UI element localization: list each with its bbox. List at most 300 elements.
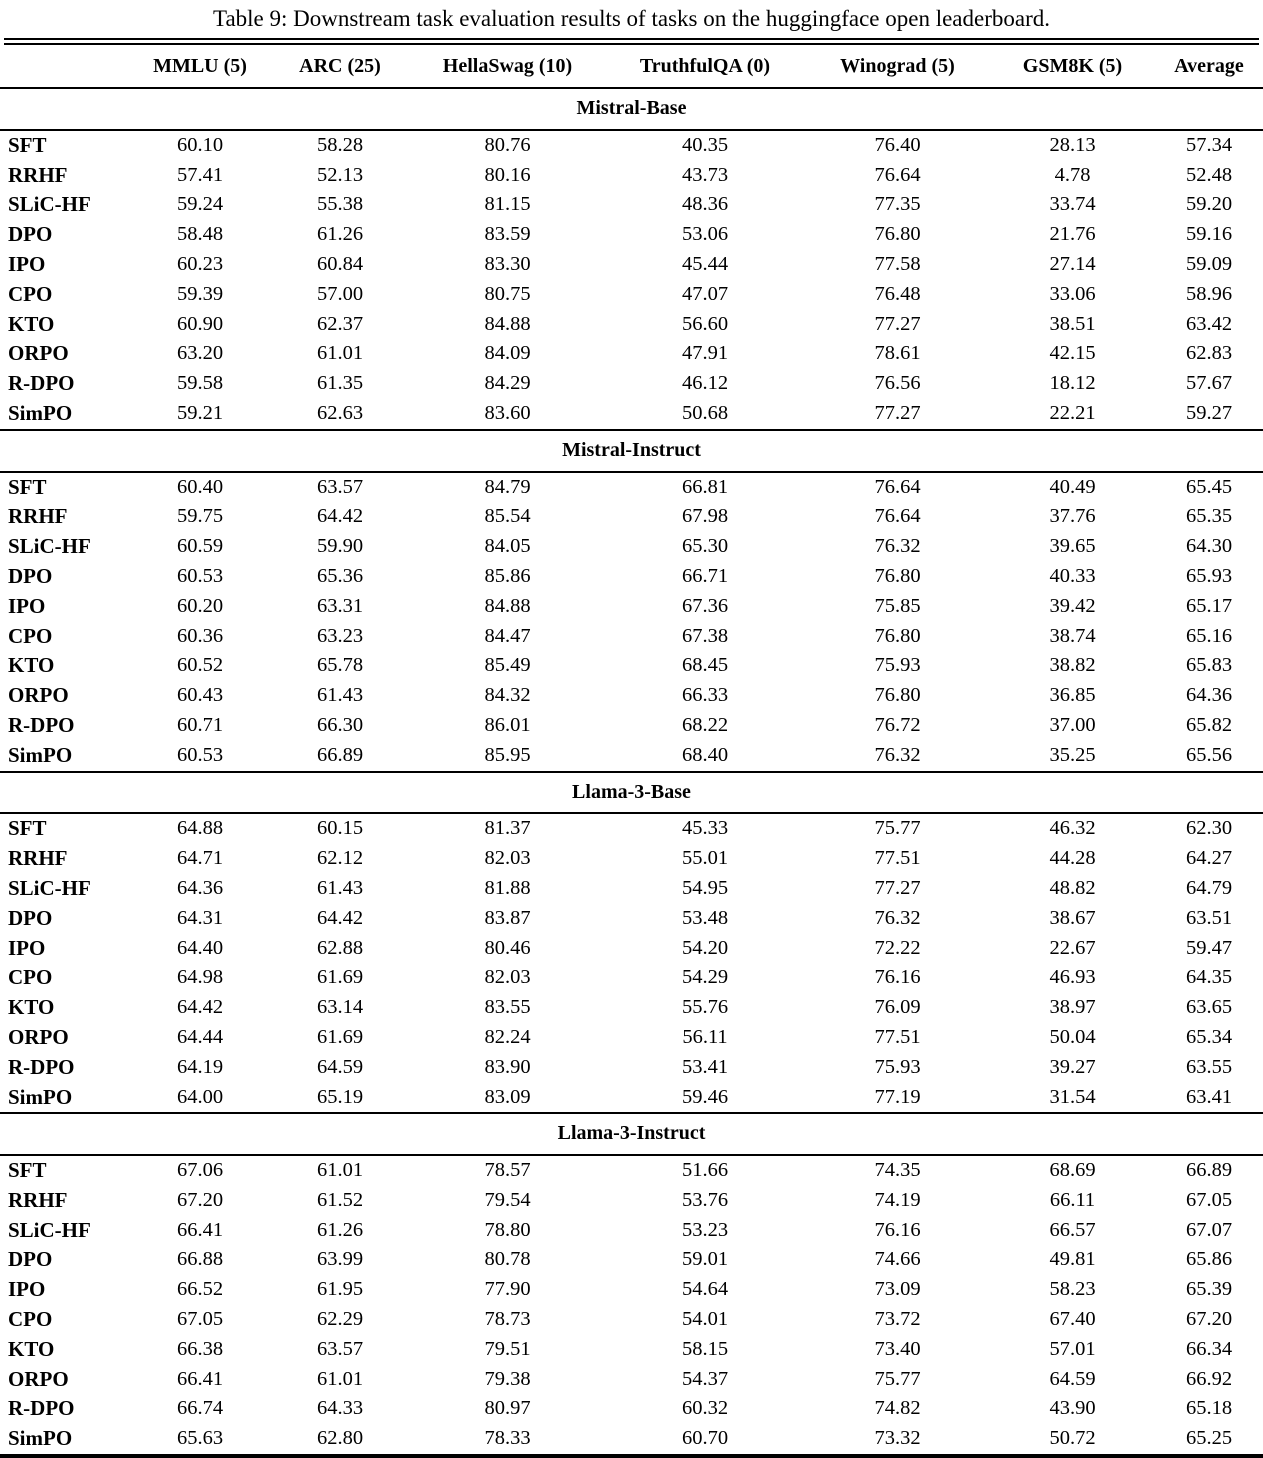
cell-value: 79.51 (484, 1337, 531, 1360)
section-header-row (0, 1113, 1263, 1155)
cell-value: 58.28 (316, 133, 364, 156)
cell-value: 38.51 (1049, 312, 1096, 335)
cell-value: 80.46 (484, 936, 531, 959)
cell-value: 63.99 (316, 1248, 364, 1271)
table-row (0, 874, 1263, 904)
cell-value: 4.78 (1054, 163, 1091, 186)
method-label: SLiC-HF (8, 875, 91, 900)
table-row (0, 934, 1263, 964)
cell-value: 22.21 (1049, 401, 1096, 424)
cell-value: 58.48 (176, 223, 224, 246)
cell-value: 65.39 (1185, 1278, 1233, 1301)
cell-value: 85.54 (484, 505, 531, 528)
cell-value: 57.34 (1185, 133, 1233, 156)
table-row (0, 1335, 1263, 1365)
cell-value: 40.33 (1049, 564, 1096, 587)
cell-value: 66.41 (176, 1367, 224, 1390)
cell-value: 64.31 (176, 906, 224, 929)
cell-value: 65.18 (1185, 1397, 1233, 1420)
cell-value: 76.32 (874, 743, 921, 766)
method-label: CPO (8, 1307, 53, 1332)
cell-value: 66.34 (1185, 1337, 1233, 1360)
cell-value: 42.15 (1049, 342, 1096, 365)
cell-value: 66.33 (681, 684, 729, 707)
cell-value: 67.20 (1185, 1308, 1233, 1331)
method-label: RRHF (8, 504, 68, 529)
method-label: KTO (8, 995, 55, 1020)
cell-value: 65.45 (1185, 475, 1233, 498)
column-header: ARC (25) (299, 54, 381, 77)
cell-value: 57.41 (176, 163, 224, 186)
cell-value: 64.42 (176, 996, 224, 1019)
method-label: KTO (8, 311, 55, 336)
method-label: ORPO (8, 683, 69, 708)
cell-value: 60.52 (176, 654, 224, 677)
cell-value: 38.67 (1049, 906, 1096, 929)
table-row (0, 1155, 1263, 1186)
table-row (0, 651, 1263, 681)
cell-value: 67.98 (681, 505, 729, 528)
cell-value: 63.55 (1185, 1055, 1233, 1078)
table-top-rule (4, 38, 1259, 45)
cell-value: 83.55 (484, 996, 531, 1019)
cell-value: 84.79 (484, 475, 531, 498)
method-label: ORPO (8, 1366, 69, 1391)
cell-value: 67.06 (176, 1159, 224, 1182)
cell-value: 72.22 (874, 936, 921, 959)
cell-value: 65.35 (1185, 505, 1233, 528)
cell-value: 74.82 (874, 1397, 921, 1420)
cell-value: 62.63 (316, 401, 364, 424)
table-row (0, 1245, 1263, 1275)
method-label: SFT (8, 816, 47, 841)
cell-value: 76.80 (874, 564, 921, 587)
cell-value: 66.38 (176, 1337, 224, 1360)
cell-value: 84.88 (484, 594, 531, 617)
method-label: SimPO (8, 1426, 73, 1451)
table-row (0, 711, 1263, 741)
cell-value: 73.32 (874, 1427, 921, 1450)
cell-value: 77.58 (874, 252, 921, 275)
method-label: CPO (8, 965, 53, 990)
cell-value: 85.86 (484, 564, 531, 587)
cell-value: 77.27 (874, 401, 921, 424)
table-row (0, 1365, 1263, 1395)
cell-value: 86.01 (484, 713, 531, 736)
cell-value: 39.65 (1049, 535, 1096, 558)
table-row (0, 562, 1263, 592)
method-label: SLiC-HF (8, 192, 91, 217)
cell-value: 60.36 (176, 624, 224, 647)
cell-value: 67.20 (176, 1188, 224, 1211)
table-row (0, 844, 1263, 874)
cell-value: 45.33 (681, 817, 729, 840)
cell-value: 77.19 (874, 1085, 921, 1108)
cell-value: 76.80 (874, 684, 921, 707)
table-row (0, 250, 1263, 280)
cell-value: 80.75 (484, 282, 531, 305)
table-row (0, 1394, 1263, 1424)
cell-value: 47.91 (681, 342, 729, 365)
cell-value: 60.40 (176, 475, 224, 498)
cell-value: 64.40 (176, 936, 224, 959)
column-header: HellaSwag (10) (442, 54, 573, 77)
cell-value: 65.30 (681, 535, 729, 558)
cell-value: 84.32 (484, 684, 531, 707)
cell-value: 77.27 (874, 876, 921, 899)
cell-value: 57.67 (1185, 372, 1233, 395)
table-row (0, 681, 1263, 711)
cell-value: 21.76 (1049, 223, 1096, 246)
cell-value: 75.93 (874, 654, 921, 677)
cell-value: 65.82 (1185, 713, 1233, 736)
cell-value: 63.42 (1185, 312, 1233, 335)
cell-value: 76.72 (874, 713, 921, 736)
table-row (0, 161, 1263, 191)
cell-value: 61.01 (316, 1367, 364, 1390)
cell-value: 59.01 (681, 1248, 729, 1271)
method-label: R-DPO (8, 1396, 75, 1421)
cell-value: 54.29 (681, 966, 729, 989)
method-label: RRHF (8, 162, 68, 187)
cell-value: 65.25 (1185, 1427, 1233, 1450)
cell-value: 77.51 (874, 847, 921, 870)
cell-value: 63.57 (316, 475, 364, 498)
cell-value: 58.15 (681, 1337, 729, 1360)
cell-value: 63.41 (1185, 1085, 1233, 1108)
cell-value: 65.34 (1185, 1025, 1233, 1048)
cell-value: 59.09 (1185, 252, 1233, 275)
method-label: DPO (8, 1247, 53, 1272)
cell-value: 76.64 (874, 163, 921, 186)
column-header: TruthfulQA (0) (639, 54, 771, 77)
cell-value: 40.49 (1049, 475, 1096, 498)
method-label: SLiC-HF (8, 534, 91, 559)
cell-value: 64.36 (1185, 684, 1233, 707)
cell-value: 65.19 (316, 1085, 364, 1108)
cell-value: 65.83 (1185, 654, 1233, 677)
method-label: SimPO (8, 1084, 73, 1109)
cell-value: 81.15 (484, 193, 531, 216)
cell-value: 44.28 (1049, 847, 1096, 870)
cell-value: 60.43 (176, 684, 224, 707)
cell-value: 22.67 (1049, 936, 1096, 959)
table-row (0, 399, 1263, 430)
cell-value: 66.89 (1185, 1159, 1233, 1182)
cell-value: 80.16 (484, 163, 531, 186)
cell-value: 60.32 (681, 1397, 729, 1420)
cell-value: 78.57 (484, 1159, 531, 1182)
cell-value: 67.05 (176, 1308, 224, 1331)
cell-value: 65.78 (316, 654, 364, 677)
method-label: DPO (8, 222, 53, 247)
cell-value: 80.97 (484, 1397, 531, 1420)
cell-value: 35.25 (1049, 743, 1096, 766)
cell-value: 62.37 (316, 312, 364, 335)
cell-value: 84.29 (484, 372, 531, 395)
table-row (0, 813, 1263, 844)
header-row (0, 45, 1263, 88)
cell-value: 54.20 (681, 936, 729, 959)
table-row (0, 1186, 1263, 1216)
cell-value: 37.76 (1049, 505, 1096, 528)
cell-value: 80.76 (484, 133, 531, 156)
cell-value: 27.14 (1049, 252, 1096, 275)
cell-value: 58.96 (1185, 282, 1233, 305)
cell-value: 31.54 (1049, 1085, 1096, 1108)
table-row (0, 339, 1263, 369)
cell-value: 82.03 (484, 966, 531, 989)
method-label: DPO (8, 905, 53, 930)
table-row (0, 622, 1263, 652)
cell-value: 65.86 (1185, 1248, 1233, 1271)
cell-value: 49.81 (1049, 1248, 1096, 1271)
cell-value: 66.30 (316, 713, 364, 736)
cell-value: 18.12 (1049, 372, 1096, 395)
cell-value: 63.65 (1185, 996, 1233, 1019)
cell-value: 64.33 (316, 1397, 364, 1420)
cell-value: 28.13 (1049, 133, 1096, 156)
table-row (0, 472, 1263, 503)
table-row (0, 1305, 1263, 1335)
table-row (0, 993, 1263, 1023)
method-label: IPO (8, 1277, 46, 1302)
cell-value: 76.16 (874, 966, 921, 989)
cell-value: 62.83 (1185, 342, 1233, 365)
cell-value: 76.80 (874, 223, 921, 246)
cell-value: 67.40 (1049, 1308, 1096, 1331)
cell-value: 74.66 (874, 1248, 921, 1271)
cell-value: 68.45 (681, 654, 729, 677)
method-label: KTO (8, 1336, 55, 1361)
cell-value: 37.00 (1049, 713, 1096, 736)
cell-value: 75.85 (874, 594, 921, 617)
table-header (0, 45, 1263, 88)
cell-value: 60.84 (316, 252, 364, 275)
cell-value: 59.58 (176, 372, 224, 395)
cell-value: 75.93 (874, 1055, 921, 1078)
cell-value: 61.43 (316, 684, 364, 707)
method-label: RRHF (8, 846, 68, 871)
cell-value: 79.54 (484, 1188, 531, 1211)
cell-value: 66.57 (1049, 1218, 1096, 1241)
cell-value: 85.49 (484, 654, 531, 677)
cell-value: 64.36 (176, 876, 224, 899)
cell-value: 59.90 (316, 535, 364, 558)
section-title: Mistral-Instruct (0, 430, 1263, 472)
cell-value: 61.69 (316, 966, 364, 989)
cell-value: 78.80 (484, 1218, 531, 1241)
cell-value: 57.01 (1049, 1337, 1096, 1360)
cell-value: 65.17 (1185, 594, 1233, 617)
cell-value: 78.33 (484, 1427, 531, 1450)
cell-value: 65.93 (1185, 564, 1233, 587)
table-row (0, 369, 1263, 399)
cell-value: 78.73 (484, 1308, 531, 1331)
cell-value: 59.39 (176, 282, 224, 305)
cell-value: 76.56 (874, 372, 921, 395)
cell-value: 50.68 (681, 401, 729, 424)
cell-value: 56.60 (681, 312, 729, 335)
cell-value: 84.05 (484, 535, 531, 558)
cell-value: 61.35 (316, 372, 364, 395)
cell-value: 60.90 (176, 312, 224, 335)
cell-value: 56.11 (682, 1025, 728, 1048)
method-label: SLiC-HF (8, 1217, 91, 1242)
cell-value: 76.32 (874, 906, 921, 929)
cell-value: 50.04 (1049, 1025, 1096, 1048)
cell-value: 66.92 (1185, 1367, 1233, 1390)
cell-value: 61.95 (316, 1278, 364, 1301)
table-row (0, 741, 1263, 772)
section-title: Llama-3-Instruct (0, 1113, 1263, 1155)
cell-value: 67.38 (681, 624, 729, 647)
cell-value: 65.36 (316, 564, 364, 587)
cell-value: 54.01 (681, 1308, 729, 1331)
cell-value: 33.74 (1049, 193, 1096, 216)
cell-value: 80.78 (484, 1248, 531, 1271)
cell-value: 62.29 (316, 1308, 364, 1331)
cell-value: 64.88 (176, 817, 224, 840)
cell-value: 75.77 (874, 1367, 921, 1390)
cell-value: 38.74 (1049, 624, 1096, 647)
cell-value: 73.40 (874, 1337, 921, 1360)
cell-value: 60.20 (176, 594, 224, 617)
results-table (0, 45, 1263, 1458)
cell-value: 59.75 (176, 505, 224, 528)
cell-value: 65.56 (1185, 743, 1233, 766)
cell-value: 53.06 (681, 223, 729, 246)
table-row (0, 1023, 1263, 1053)
table-row (0, 1216, 1263, 1246)
cell-value: 53.41 (681, 1055, 729, 1078)
table-row (0, 310, 1263, 340)
cell-value: 84.09 (484, 342, 531, 365)
cell-value: 53.48 (681, 906, 729, 929)
cell-value: 38.97 (1049, 996, 1096, 1019)
cell-value: 54.95 (681, 876, 729, 899)
table-row (0, 280, 1263, 310)
cell-value: 60.71 (176, 713, 224, 736)
cell-value: 64.30 (1185, 535, 1233, 558)
cell-value: 61.43 (316, 876, 364, 899)
cell-value: 64.00 (176, 1085, 224, 1108)
method-label: IPO (8, 593, 46, 618)
cell-value: 59.16 (1185, 223, 1233, 246)
cell-value: 76.48 (874, 282, 921, 305)
method-label: ORPO (8, 1024, 69, 1049)
cell-value: 61.69 (316, 1025, 364, 1048)
cell-value: 60.23 (176, 252, 224, 275)
table-body (0, 88, 1263, 1456)
cell-value: 62.30 (1185, 817, 1233, 840)
cell-value: 59.20 (1185, 193, 1233, 216)
cell-value: 84.88 (484, 312, 531, 335)
cell-value: 83.60 (484, 401, 531, 424)
table-row (0, 1275, 1263, 1305)
cell-value: 59.24 (176, 193, 224, 216)
cell-value: 83.90 (484, 1055, 531, 1078)
table-row (0, 904, 1263, 934)
cell-value: 64.19 (176, 1055, 224, 1078)
method-label: IPO (8, 935, 46, 960)
cell-value: 83.87 (484, 906, 531, 929)
cell-value: 76.16 (874, 1218, 921, 1241)
cell-value: 76.40 (874, 133, 921, 156)
section-header-row (0, 430, 1263, 472)
cell-value: 60.53 (176, 564, 224, 587)
cell-value: 54.64 (681, 1278, 729, 1301)
cell-value: 55.76 (681, 996, 729, 1019)
cell-value: 81.37 (484, 817, 531, 840)
cell-value: 83.30 (484, 252, 531, 275)
cell-value: 59.21 (176, 401, 224, 424)
cell-value: 60.15 (316, 817, 364, 840)
cell-value: 81.88 (484, 876, 531, 899)
cell-value: 76.80 (874, 624, 921, 647)
cell-value: 68.22 (681, 713, 729, 736)
method-label: ORPO (8, 341, 69, 366)
cell-value: 64.71 (176, 847, 224, 870)
cell-value: 64.42 (316, 906, 364, 929)
cell-value: 53.23 (681, 1218, 729, 1241)
cell-value: 46.32 (1049, 817, 1096, 840)
cell-value: 74.35 (874, 1159, 921, 1182)
cell-value: 74.19 (874, 1188, 921, 1211)
cell-value: 78.61 (874, 342, 921, 365)
cell-value: 61.01 (316, 1159, 364, 1182)
table-row (0, 592, 1263, 622)
cell-value: 57.00 (316, 282, 364, 305)
cell-value: 68.69 (1049, 1159, 1096, 1182)
table-row (0, 502, 1263, 532)
table-row (0, 963, 1263, 993)
cell-value: 66.74 (176, 1397, 224, 1420)
cell-value: 61.01 (316, 342, 364, 365)
cell-value: 66.52 (176, 1278, 224, 1301)
cell-value: 59.27 (1185, 401, 1233, 424)
method-label: CPO (8, 623, 53, 648)
cell-value: 63.20 (176, 342, 224, 365)
cell-value: 77.51 (874, 1025, 921, 1048)
cell-value: 62.80 (316, 1427, 364, 1450)
cell-value: 82.03 (484, 847, 531, 870)
cell-value: 82.24 (484, 1025, 531, 1048)
method-label: SFT (8, 1158, 47, 1183)
method-label: R-DPO (8, 1054, 75, 1079)
cell-value: 46.12 (681, 372, 729, 395)
cell-value: 61.52 (316, 1188, 364, 1211)
cell-value: 68.40 (681, 743, 729, 766)
cell-value: 64.44 (176, 1025, 224, 1048)
cell-value: 77.35 (874, 193, 921, 216)
cell-value: 83.59 (484, 223, 531, 246)
method-label: RRHF (8, 1187, 68, 1212)
cell-value: 61.26 (316, 1218, 364, 1241)
cell-value: 54.37 (681, 1367, 729, 1390)
table-row (0, 1424, 1263, 1456)
cell-value: 76.64 (874, 475, 921, 498)
cell-value: 64.79 (1185, 876, 1233, 899)
method-label: SFT (8, 132, 47, 157)
cell-value: 48.82 (1049, 876, 1096, 899)
cell-value: 79.38 (484, 1367, 531, 1390)
cell-value: 47.07 (681, 282, 729, 305)
method-label: KTO (8, 653, 55, 678)
cell-value: 52.48 (1185, 163, 1233, 186)
cell-value: 45.44 (681, 252, 729, 275)
column-header: Winograd (5) (840, 54, 955, 77)
